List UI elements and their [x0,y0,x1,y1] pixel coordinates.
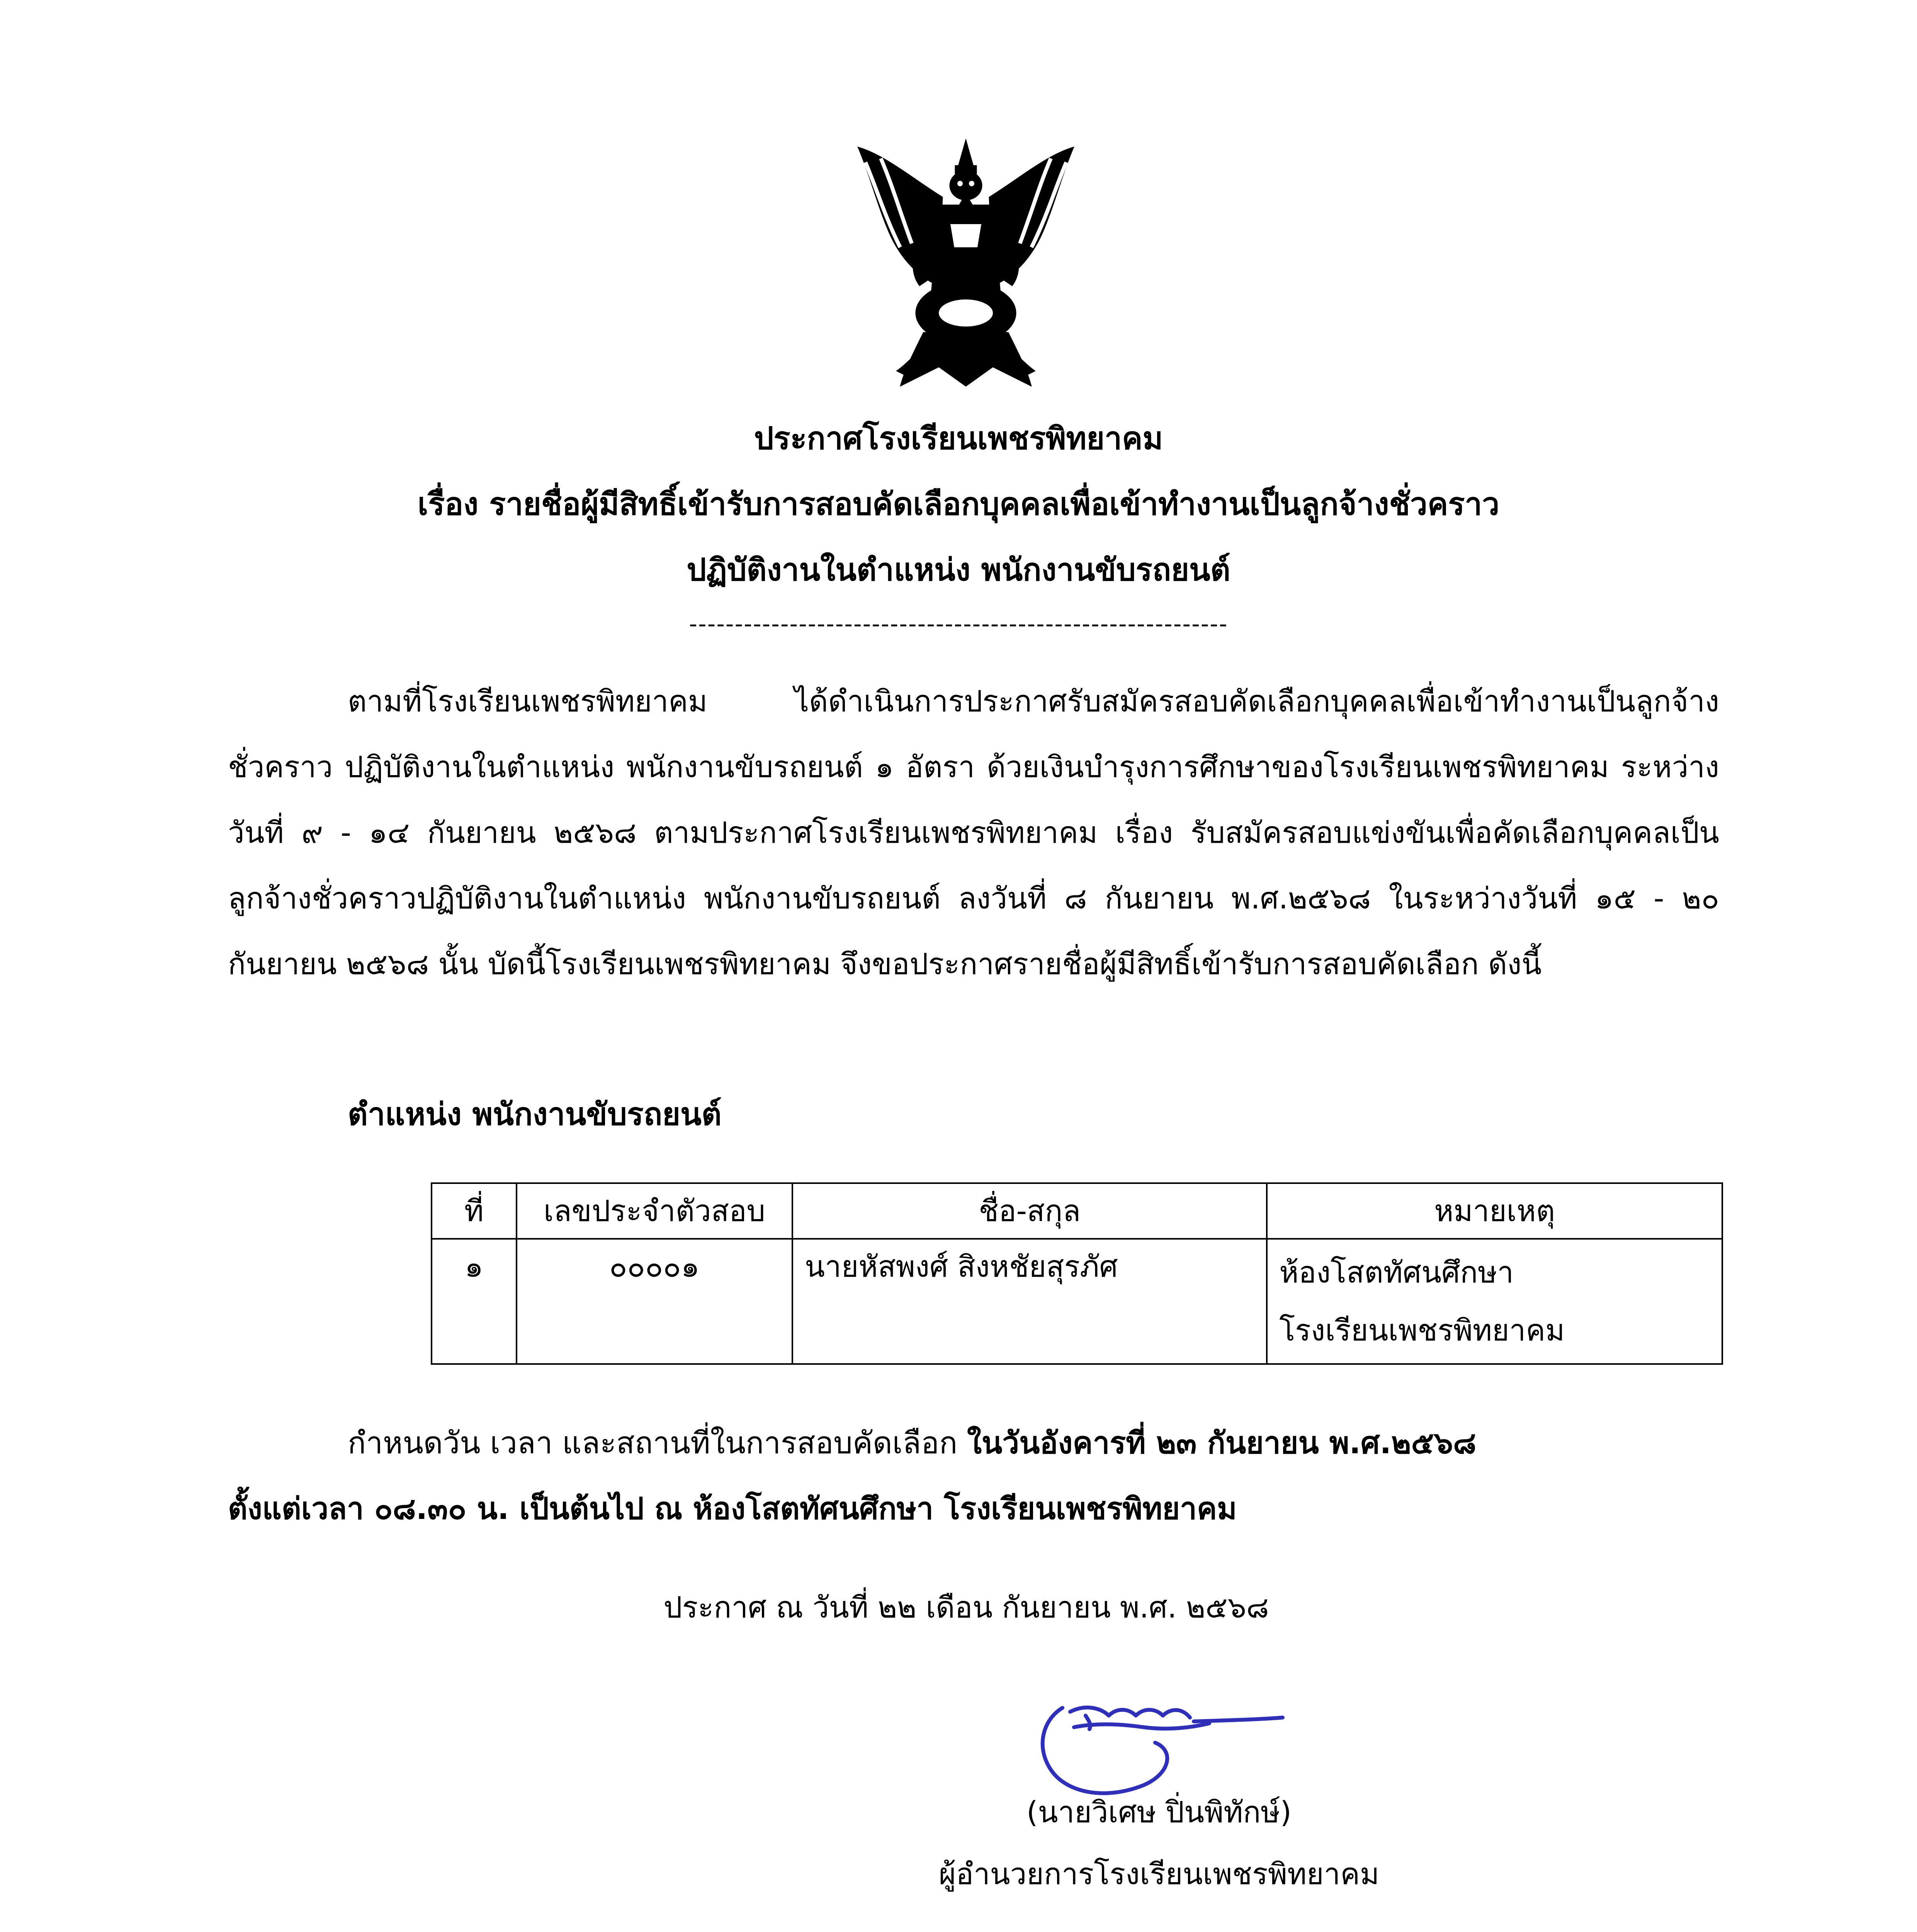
signer-name: (นายวิเศษ ปิ่นพิทักษ์) [1026,1795,1292,1829]
cell-no: ๑ [432,1239,517,1364]
body-paragraph-text: ตามที่โรงเรียนเพชรพิทยาคม ได้ดำเนินการประกาศรับสมัครสอบคัดเลือกบุคคลเพื่อเข้าทำงานเป็นลูกจ้างชั่วคราว ปฏิบัติงานในตำแหน่ง พนักงานขับรถยนต์ ๑ อัตรา ด้วยเงินบำรุงการศึกษาของโรงเรียนเพชรพิทยาคม ระหว่างวันที่ ๙ - ๑๔ กันยายน ๒๕๖๘ ตามประกาศโรงเรียนเพชรพิทยาคม เรื่อง รับสมัครสอบแข่งขันเพื่อคัดเลือกบุคคลเป็นลูกจ้างชั่วคราวปฏิบัติงานในตำแหน่ง พนักงานขับรถยนต์ ลงวันที่ ๘ กันยายน พ.ศ.๒๕๖๘ ในระหว่างวันที่ ๑๕ - ๒๐ กันยายน ๒๕๖๘ นั้น บัดนี้โรงเรียนเพชรพิทยาคม จึงขอประกาศรายชื่อผู้มีสิทธิ์เข้ารับการสอบคัดเลือก ดังนี้ [228,684,1719,981]
header-name: ชื่อ-สกุล [792,1183,1267,1239]
schedule-date: ในวันอังคารที่ ๒๓ กันยายน พ.ศ.๒๕๖๘ [967,1426,1477,1461]
header-exam-id: เลขประจำตัวสอบ [517,1183,792,1239]
table-header-row [432,1183,1722,1239]
position-title: ตำแหน่ง พนักงานขับรถยนต์ [348,1096,722,1132]
cell-name: นายหัสพงศ์ สิงหชัยสุรภัศ [792,1239,1267,1364]
remark-line-2: โรงเรียนเพชรพิทยาคม [1279,1313,1565,1347]
announcement-title: ประกาศโรงเรียนเพชรพิทยาคม [754,420,1163,456]
garuda-emblem-icon [842,131,1089,394]
schedule-lead: กำหนดวัน เวลา และสถานที่ในการสอบคัดเลือก [348,1426,967,1461]
cell-remark [1267,1239,1722,1364]
remark-line-1: ห้องโสตทัศนศึกษา [1279,1255,1514,1289]
cell-exam-id: ๐๐๐๐๑ [517,1239,792,1364]
announcement-date: ประกาศ ณ วันที่ ๒๒ เดือน กันยายน พ.ศ. ๒๕๖๘ [663,1590,1269,1624]
header-no: ที่ [432,1183,517,1239]
table-row [432,1239,1722,1364]
announcement-subject: เรื่อง รายชื่อผู้มีสิทธิ์เข้ารับการสอบคัดเลือกบุคคลเพื่อเข้าทำงานเป็นลูกจ้างชั่วคราว [417,486,1500,522]
exam-schedule [228,1410,1719,1542]
announcement-position-line: ปฏิบัติงานในตำแหน่ง พนักงานขับรถยนต์ [687,552,1230,588]
heading-separator: ----------------------------------------------------------- [689,611,1228,638]
body-paragraph [228,668,1719,997]
header-remark: หมายเหตุ [1267,1183,1722,1239]
schedule-time-place: ตั้งแต่เวลา ๐๘.๓๐ น. เป็นต้นไป ณ ห้องโสตทัศนศึกษา โรงเรียนเพชรพิทยาคม [228,1492,1237,1526]
signer-title: ผู้อำนวยการโรงเรียนเพชรพิทยาคม [938,1857,1380,1891]
candidate-table [431,1182,1723,1365]
